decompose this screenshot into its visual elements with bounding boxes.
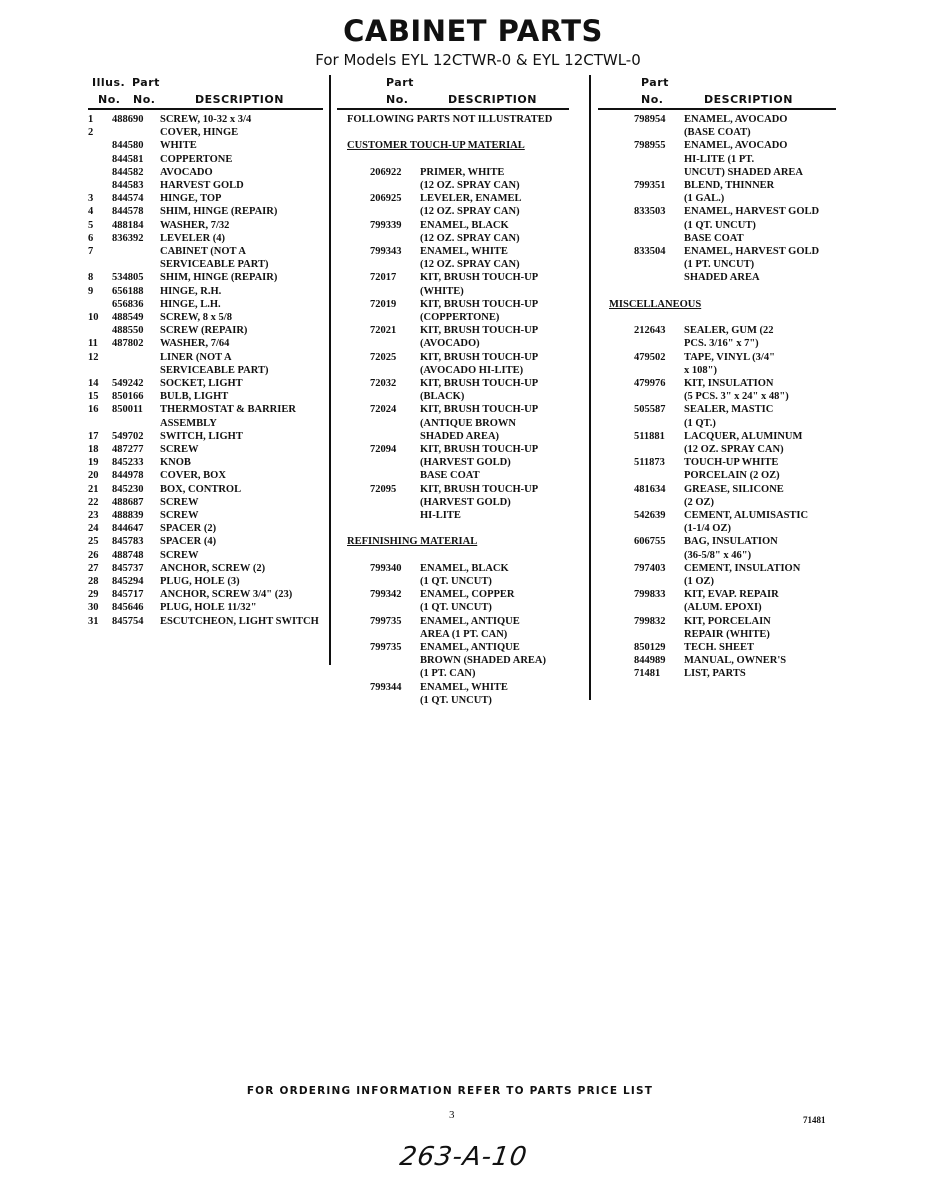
part-number: 850011 (112, 404, 143, 416)
part-description: HINGE, L.H. (160, 298, 221, 310)
illus-number: 11 (88, 338, 98, 350)
part-description: BASE COAT (684, 232, 744, 244)
part-description: LACQUER, ALUMINUM (684, 430, 803, 442)
section-heading: CUSTOMER TOUCH-UP MATERIAL (347, 140, 525, 152)
header-rule (337, 108, 569, 110)
part-description: KIT, BRUSH TOUCH-UP (420, 444, 539, 455)
illus-number: 19 (88, 457, 99, 469)
part-description: (HARVEST GOLD) (420, 496, 511, 508)
part-description: (12 OZ. SPRAY CAN) (420, 232, 520, 244)
part-description: ENAMEL, ANTIQUE (420, 642, 520, 653)
part-header: Part (641, 76, 669, 89)
part-description: SCREW (160, 496, 199, 508)
illus-number: 14 (88, 378, 99, 389)
part-description: (1 PT. UNCUT) (684, 259, 755, 271)
part-description: BULB, LIGHT (160, 391, 229, 403)
part-number: 488550 (112, 325, 144, 337)
part-description: KIT, BRUSH TOUCH-UP (420, 272, 539, 284)
part-number: 844583 (112, 180, 144, 191)
part-number: 72024 (370, 404, 397, 416)
part-description: PLUG, HOLE 11/32" (160, 602, 257, 614)
part-description: ENAMEL, COPPER (420, 589, 515, 601)
part-number: 833504 (634, 246, 666, 257)
part-number: 798955 (634, 140, 666, 152)
part-description: KIT, BRUSH TOUCH-UP (420, 404, 539, 416)
part-description: SOCKET, LIGHT (160, 378, 243, 389)
description-header: DESCRIPTION (704, 93, 793, 106)
part-number: 799832 (634, 615, 666, 627)
part-number: 799833 (634, 589, 666, 601)
part-number: 797403 (634, 562, 666, 574)
illus-number: 1 (88, 114, 94, 125)
part-number: 836392 (112, 232, 144, 244)
part-description: BOX, CONTROL (160, 483, 242, 495)
part-number: 606755 (634, 536, 666, 548)
part-no-header: No. (133, 93, 156, 106)
part-description: PRIMER, WHITE (420, 166, 505, 178)
page-number: 3 (449, 1109, 455, 1121)
part-number: 488687 (112, 496, 144, 508)
part-header: Part (386, 76, 414, 89)
part-number: 534805 (112, 272, 144, 284)
part-number: 511881 (634, 430, 665, 442)
part-description: (BLACK) (420, 391, 465, 403)
part-header: Part (132, 76, 160, 89)
part-number: 487277 (112, 444, 144, 455)
illus-number: 25 (88, 536, 99, 548)
part-description: (1 PT. CAN) (420, 668, 476, 680)
part-number: 844647 (112, 523, 144, 535)
part-description: (COPPERTONE) (420, 312, 500, 323)
illus-number: 27 (88, 562, 99, 574)
header-rule (88, 108, 323, 110)
illus-number: 24 (88, 523, 99, 535)
description-header: DESCRIPTION (195, 93, 284, 106)
illus-number: 21 (88, 483, 99, 495)
part-description: SHIM, HINGE (REPAIR) (160, 272, 278, 284)
part-description: COVER, BOX (160, 470, 226, 482)
part-description: KIT, PORCELAIN (684, 615, 771, 627)
part-number: 488184 (112, 219, 144, 231)
part-description: (HARVEST GOLD) (420, 457, 511, 469)
section-heading: REFINISHING MATERIAL (347, 536, 478, 548)
illus-number: 30 (88, 602, 99, 614)
part-description: CEMENT, ALUMISASTIC (684, 510, 809, 521)
part-number: 71481 (634, 668, 661, 680)
part-description: SPACER (2) (160, 523, 217, 535)
illus-number: 15 (88, 391, 99, 403)
illus-number: 17 (88, 430, 99, 442)
part-description: BLEND, THINNER (684, 180, 775, 191)
part-description: SCREW (160, 549, 199, 561)
part-description: (1 QT. UNCUT) (420, 576, 492, 587)
section-note: FOLLOWING PARTS NOT ILLUSTRATED (347, 114, 553, 125)
part-description: THERMOSTAT & BARRIER (160, 404, 296, 416)
part-description: SEALER, MASTIC (684, 404, 774, 416)
part-description: ENAMEL, WHITE (420, 246, 508, 257)
part-description: KIT, EVAP. REPAIR (684, 589, 779, 601)
part-description: (12 OZ. SPRAY CAN) (420, 180, 520, 191)
part-number: 845737 (112, 562, 144, 574)
section-heading: MISCELLANEOUS (609, 298, 702, 310)
illus-number: 16 (88, 404, 99, 416)
ordering-note: FOR ORDERING INFORMATION REFER TO PARTS PRICE LIST (246, 1085, 654, 1097)
part-description: HARVEST GOLD (160, 180, 244, 191)
part-description: LIST, PARTS (684, 668, 746, 680)
illus-header: Illus. (92, 76, 126, 89)
part-number: 799735 (370, 642, 402, 653)
part-number: 844574 (112, 193, 144, 205)
part-description: x 108") (684, 364, 717, 376)
part-description: (5 PCS. 3" x 24" x 48") (684, 391, 789, 403)
part-description: ANCHOR, SCREW 3/4" (23) (160, 589, 293, 601)
part-number: 799342 (370, 589, 402, 601)
part-description: ENAMEL, WHITE (420, 681, 508, 693)
part-description: KIT, BRUSH TOUCH-UP (420, 351, 539, 363)
part-number: 833503 (634, 206, 666, 218)
part-description: PCS. 3/16" x 7") (684, 338, 759, 350)
part-number: 542639 (634, 510, 666, 521)
part-description: SCREW (160, 510, 199, 521)
part-description: ANCHOR, SCREW (2) (160, 562, 266, 574)
illus-no-header: No. (98, 93, 121, 106)
part-description: SPACER (4) (160, 536, 217, 548)
column-divider (589, 75, 591, 700)
part-number: 72021 (370, 325, 397, 337)
part-description: KIT, BRUSH TOUCH-UP (420, 325, 539, 337)
part-description: SCREW (REPAIR) (160, 325, 248, 337)
part-description: LEVELER (4) (160, 232, 226, 244)
part-no-header: No. (386, 93, 409, 106)
part-description: ENAMEL, AVOCADO (684, 140, 788, 152)
part-number: 206922 (370, 166, 402, 178)
part-number: 481634 (634, 483, 666, 495)
illus-number: 31 (88, 615, 99, 627)
illus-number: 9 (88, 285, 94, 297)
part-description: AVOCADO (160, 166, 213, 178)
part-description: TECH. SHEET (684, 642, 755, 653)
illus-number: 3 (88, 193, 94, 205)
part-description: HINGE, R.H. (160, 285, 222, 297)
part-description: SERVICEABLE PART) (160, 259, 269, 271)
part-description: SCREW, 8 x 5/8 (160, 312, 232, 323)
illus-number: 28 (88, 576, 99, 587)
part-description: (AVOCADO) (420, 338, 480, 350)
part-number: 845754 (112, 615, 144, 627)
part-description: HI-LITE (420, 510, 461, 521)
part-description: KIT, BRUSH TOUCH-UP (420, 298, 539, 310)
illus-number: 22 (88, 496, 99, 508)
part-number: 844978 (112, 470, 144, 482)
part-number: 72019 (370, 298, 397, 310)
part-description: HINGE, TOP (160, 193, 222, 205)
part-number: 850166 (112, 391, 144, 403)
part-description: AREA (1 PT. CAN) (420, 628, 508, 640)
part-description: SHADED AREA (684, 272, 760, 284)
part-description: ENAMEL, BLACK (420, 219, 509, 231)
part-number: 72032 (370, 378, 397, 389)
part-number: 844578 (112, 206, 144, 218)
part-number: 511873 (634, 457, 665, 469)
part-description: TOUCH-UP WHITE (684, 457, 779, 469)
part-number: 488748 (112, 549, 144, 561)
part-description: MANUAL, OWNER'S (684, 655, 787, 667)
part-description: GREASE, SILICONE (684, 483, 784, 495)
page-title: CABINET PARTS (343, 14, 603, 48)
part-description: ENAMEL, AVOCADO (684, 114, 788, 125)
part-description: KNOB (160, 457, 191, 469)
part-description: SERVICEABLE PART) (160, 364, 269, 376)
part-description: SEALER, GUM (22 (684, 325, 774, 337)
part-description: ASSEMBLY (160, 417, 217, 429)
document-code: 71481 (803, 1115, 826, 1125)
part-number: 656836 (112, 298, 144, 310)
illus-number: 12 (88, 351, 99, 363)
part-description: (1 QT. UNCUT) (684, 219, 756, 231)
part-number: 845233 (112, 457, 144, 469)
illus-number: 29 (88, 589, 99, 601)
handwritten-note: 263-A-10 (397, 1142, 530, 1172)
part-description: WHITE (160, 140, 197, 152)
illus-number: 5 (88, 219, 94, 231)
part-number: 488549 (112, 312, 144, 323)
part-description: SCREW (160, 444, 199, 455)
part-description: (WHITE) (420, 285, 464, 297)
part-description: WASHER, 7/32 (160, 219, 230, 231)
part-description: ENAMEL, HARVEST GOLD (684, 206, 820, 218)
part-description: ESCUTCHEON, LIGHT SWITCH (160, 615, 319, 627)
part-number: 845294 (112, 576, 144, 587)
part-description: SWITCH, LIGHT (160, 430, 243, 442)
part-description: BASE COAT (420, 470, 480, 482)
part-number: 844581 (112, 153, 144, 165)
part-description: COPPERTONE (160, 153, 233, 165)
part-number: 845717 (112, 589, 144, 601)
part-description: PORCELAIN (2 OZ) (684, 470, 780, 482)
part-number: 799339 (370, 219, 402, 231)
part-number: 799344 (370, 681, 402, 693)
part-description: (1 QT. UNCUT) (420, 694, 492, 706)
part-description: BROWN (SHADED AREA) (420, 655, 547, 667)
part-number: 844580 (112, 140, 144, 152)
description-header: DESCRIPTION (448, 93, 537, 106)
part-description: (12 OZ. SPRAY CAN) (420, 206, 520, 218)
part-description: KIT, INSULATION (684, 378, 774, 389)
part-description: (ALUM. EPOXI) (684, 602, 762, 614)
part-number: 479976 (634, 378, 666, 389)
part-number: 206925 (370, 193, 402, 205)
part-description: LEVELER, ENAMEL (420, 193, 522, 205)
part-description: (36-5/8" x 46") (684, 549, 752, 561)
models-subtitle: For Models EYL 12CTWR-0 & EYL 12CTWL-0 (315, 51, 641, 69)
part-description: HI-LITE (1 PT. (684, 153, 755, 165)
part-description: (1 GAL.) (684, 193, 725, 205)
illus-number: 2 (88, 127, 94, 139)
part-description: (2 OZ) (684, 496, 715, 508)
illus-number: 26 (88, 549, 99, 561)
illus-number: 10 (88, 312, 99, 323)
part-number: 844989 (634, 655, 666, 667)
part-no-header: No. (641, 93, 664, 106)
part-description: SHADED AREA) (420, 430, 500, 442)
part-description: TAPE, VINYL (3/4" (684, 351, 775, 363)
part-number: 799343 (370, 246, 402, 257)
part-description: (1 QT. UNCUT) (420, 602, 492, 614)
part-number: 72025 (370, 351, 397, 363)
part-description: KIT, BRUSH TOUCH-UP (420, 483, 539, 495)
part-description: (12 OZ. SPRAY CAN) (684, 444, 784, 455)
part-number: 549702 (112, 430, 144, 442)
part-number: 844582 (112, 166, 144, 178)
part-number: 798954 (634, 114, 666, 125)
part-number: 72094 (370, 444, 397, 455)
part-description: CABINET (NOT A (160, 246, 246, 257)
part-description: SCREW, 10-32 x 3/4 (160, 114, 252, 125)
column-divider (329, 75, 331, 665)
illus-number: 18 (88, 444, 99, 455)
part-description: (1 OZ) (684, 576, 715, 587)
illus-number: 8 (88, 272, 94, 284)
header-rule (598, 108, 836, 110)
part-number: 845646 (112, 602, 144, 614)
illus-number: 6 (88, 232, 94, 244)
part-number: 72017 (370, 272, 397, 284)
part-number: 799340 (370, 562, 402, 574)
part-number: 479502 (634, 351, 666, 363)
part-description: (12 OZ. SPRAY CAN) (420, 259, 520, 271)
part-description: ENAMEL, HARVEST GOLD (684, 246, 820, 257)
part-description: ENAMEL, ANTIQUE (420, 615, 520, 627)
part-number: 845783 (112, 536, 144, 548)
part-description: SHIM, HINGE (REPAIR) (160, 206, 278, 218)
part-description: LINER (NOT A (160, 351, 232, 363)
part-description: UNCUT) SHADED AREA (684, 166, 804, 178)
part-number: 487802 (112, 338, 144, 350)
part-description: CEMENT, INSULATION (684, 562, 801, 574)
part-number: 488839 (112, 510, 144, 521)
part-description: (ANTIQUE BROWN (420, 417, 516, 429)
part-description: WASHER, 7/64 (160, 338, 230, 350)
part-description: PLUG, HOLE (3) (160, 576, 240, 587)
part-description: COVER, HINGE (160, 127, 239, 139)
illus-number: 23 (88, 510, 99, 521)
part-description: BAG, INSULATION (684, 536, 778, 548)
part-number: 799735 (370, 615, 402, 627)
part-number: 845230 (112, 483, 144, 495)
part-description: (AVOCADO HI-LITE) (420, 364, 524, 376)
part-description: (BASE COAT) (684, 127, 751, 139)
part-number: 212643 (634, 325, 666, 337)
part-number: 72095 (370, 483, 397, 495)
part-number: 488690 (112, 114, 144, 125)
illus-number: 7 (88, 246, 94, 257)
illus-number: 4 (88, 206, 94, 218)
part-number: 549242 (112, 378, 144, 389)
illus-number: 20 (88, 470, 99, 482)
part-description: (1-1/4 OZ) (684, 523, 731, 535)
part-number: 799351 (634, 180, 666, 191)
part-number: 850129 (634, 642, 666, 653)
part-description: ENAMEL, BLACK (420, 562, 509, 574)
part-description: (1 QT.) (684, 417, 716, 429)
part-number: 656188 (112, 285, 144, 297)
part-number: 505587 (634, 404, 666, 416)
part-description: KIT, BRUSH TOUCH-UP (420, 378, 539, 389)
part-description: REPAIR (WHITE) (684, 628, 770, 640)
